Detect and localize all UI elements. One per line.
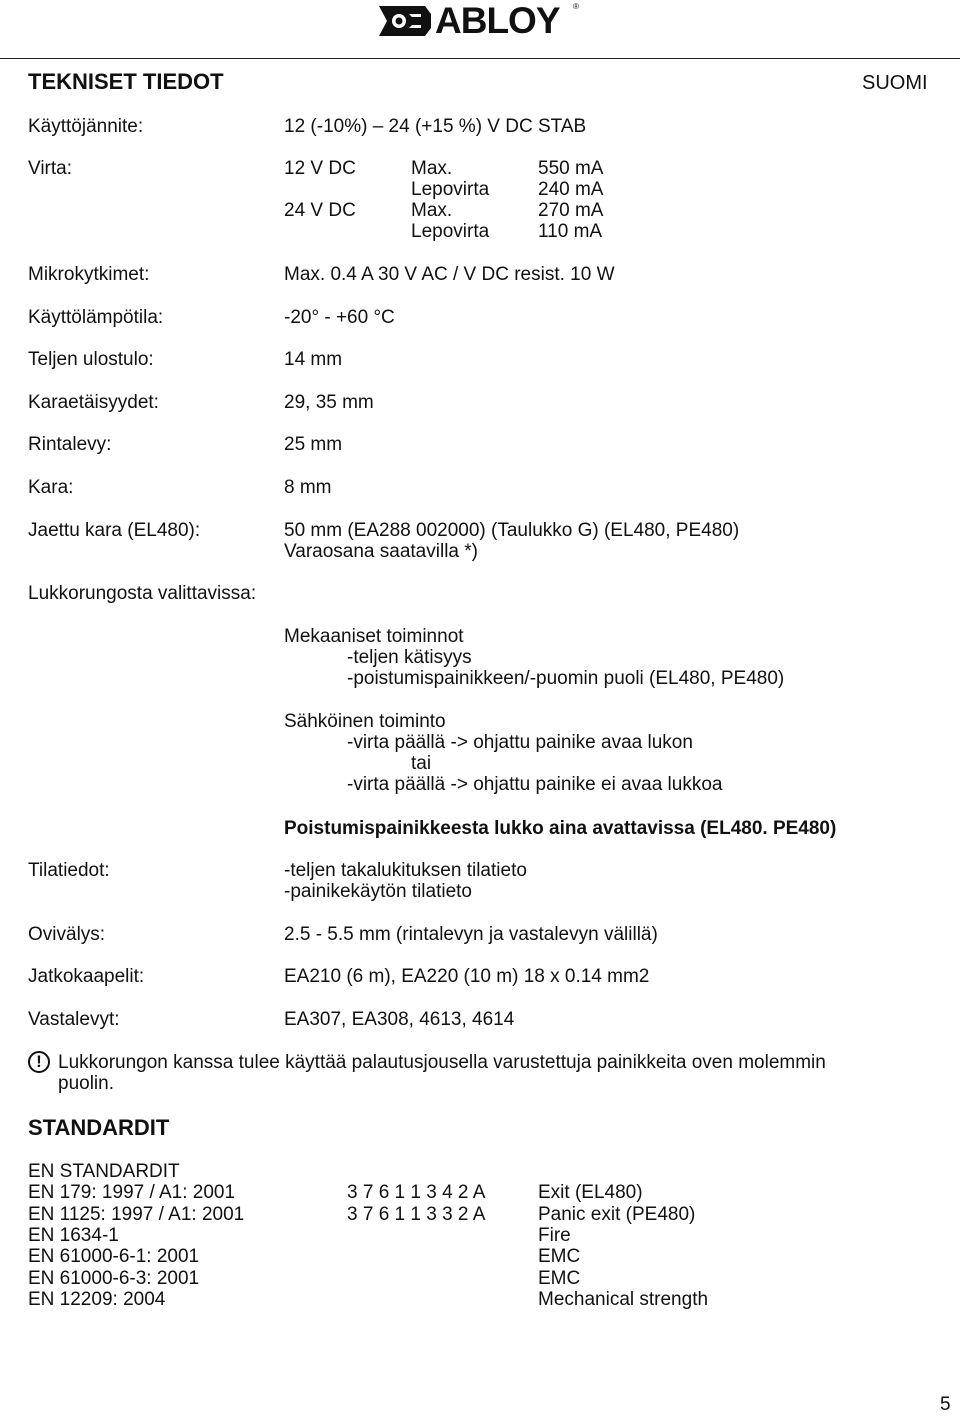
backset-value: 29, 35 mm bbox=[284, 392, 374, 413]
standard-code: 3 7 6 1 1 3 3 2 A bbox=[347, 1204, 486, 1225]
standards-title: STANDARDIT bbox=[28, 1115, 170, 1140]
standard-desc: Fire bbox=[538, 1225, 571, 1246]
selectable-label: Lukkorungosta valittavissa: bbox=[28, 583, 257, 604]
electrical-item: -virta päällä -> ohjattu painike avaa lukon bbox=[347, 732, 693, 753]
page-number: 5 bbox=[940, 1394, 951, 1415]
microswitches-label: Mikrokytkimet: bbox=[28, 264, 150, 285]
temperature-value: -20° - +60 °C bbox=[284, 307, 395, 328]
status-label: Tilatiedot: bbox=[28, 860, 110, 881]
electrical-item: -virta päällä -> ohjattu painike ei avaa lukkoa bbox=[347, 774, 723, 795]
warning-text: Lukkorungon kanssa tulee käyttää palautusjousella varustettuja painikkeita oven molemmin bbox=[58, 1052, 826, 1073]
language-label: SUOMI bbox=[862, 72, 928, 94]
standard-name: EN 61000-6-1: 2001 bbox=[28, 1246, 200, 1267]
backset-label: Karaetäisyydet: bbox=[28, 392, 159, 413]
standard-name: EN 1634-1 bbox=[28, 1225, 119, 1246]
bolt-projection-label: Teljen ulostulo: bbox=[28, 349, 154, 370]
faceplate-value: 25 mm bbox=[284, 434, 343, 455]
current-label: Virta: bbox=[28, 158, 73, 179]
current-voltage: 12 V DC bbox=[284, 158, 356, 179]
status-line: -painikekäytön tilatieto bbox=[284, 881, 472, 902]
strike-plates-value: EA307, EA308, 4613, 4614 bbox=[284, 1009, 515, 1030]
voltage-label: Käyttöjännite: bbox=[28, 116, 144, 137]
exclamation-circle-icon: ! bbox=[28, 1051, 50, 1073]
status-line: -teljen takalukituksen tilatieto bbox=[284, 860, 527, 881]
mechanical-item: -poistumispainikkeen/-puomin puoli (EL480, PE480) bbox=[347, 668, 785, 689]
abloy-logo bbox=[377, 2, 582, 40]
mechanical-title: Mekaaniset toiminnot bbox=[284, 626, 464, 647]
standard-name: EN 12209: 2004 bbox=[28, 1289, 166, 1310]
microswitches-value: Max. 0.4 A 30 V AC / V DC resist. 10 W bbox=[284, 264, 615, 285]
cables-label: Jatkokaapelit: bbox=[28, 966, 145, 987]
standard-desc: EMC bbox=[538, 1246, 581, 1267]
split-spindle-note: Varaosana saatavilla *) bbox=[284, 541, 478, 562]
warning-text-continued: puolin. bbox=[58, 1073, 114, 1094]
strike-plates-label: Vastalevyt: bbox=[28, 1009, 120, 1030]
header-divider bbox=[0, 58, 960, 59]
faceplate-label: Rintalevy: bbox=[28, 434, 112, 455]
door-gap-label: Ovivälys: bbox=[28, 924, 106, 945]
bolt-projection-value: 14 mm bbox=[284, 349, 343, 370]
standard-name: EN 61000-6-3: 2001 bbox=[28, 1268, 200, 1289]
spindle-label: Kara: bbox=[28, 477, 74, 498]
current-mode: Lepovirta bbox=[411, 221, 490, 242]
current-value: 550 mA bbox=[538, 158, 604, 179]
page-title: TEKNISET TIEDOT bbox=[28, 69, 224, 94]
standard-desc: Exit (EL480) bbox=[538, 1182, 643, 1203]
standard-desc: Panic exit (PE480) bbox=[538, 1204, 696, 1225]
split-spindle-value: 50 mm (EA288 002000) (Taulukko G) (EL480, PE480) bbox=[284, 520, 740, 541]
mechanical-item: -teljen kätisyys bbox=[347, 647, 472, 668]
standard-name: EN 179: 1997 / A1: 2001 bbox=[28, 1182, 236, 1203]
registered-mark: ® bbox=[573, 2, 579, 11]
standard-code: 3 7 6 1 1 3 4 2 A bbox=[347, 1182, 486, 1203]
current-value: 240 mA bbox=[538, 179, 604, 200]
exit-button-note: Poistumispainikkeesta lukko aina avattavissa (EL480. PE480) bbox=[284, 818, 837, 839]
standards-header: EN STANDARDIT bbox=[28, 1161, 180, 1182]
voltage-value: 12 (-10%) – 24 (+15 %) V DC STAB bbox=[284, 116, 587, 137]
cables-value: EA210 (6 m), EA220 (10 m) 18 x 0.14 mm2 bbox=[284, 966, 650, 987]
door-gap-value: 2.5 - 5.5 mm (rintalevyn ja vastalevyn välillä) bbox=[284, 924, 658, 945]
electrical-title: Sähköinen toiminto bbox=[284, 711, 446, 732]
current-voltage: 24 V DC bbox=[284, 200, 356, 221]
current-mode: Lepovirta bbox=[411, 179, 490, 200]
current-mode: Max. bbox=[411, 158, 453, 179]
current-mode: Max. bbox=[411, 200, 453, 221]
spindle-value: 8 mm bbox=[284, 477, 332, 498]
temperature-label: Käyttölämpötila: bbox=[28, 307, 164, 328]
split-spindle-label: Jaettu kara (EL480): bbox=[28, 520, 201, 541]
standard-name: EN 1125: 1997 / A1: 2001 bbox=[28, 1204, 245, 1225]
current-value: 110 mA bbox=[538, 221, 603, 242]
logo-wordmark: ABLOY bbox=[435, 0, 560, 41]
current-value: 270 mA bbox=[538, 200, 604, 221]
standard-desc: EMC bbox=[538, 1268, 581, 1289]
abloy-key-icon bbox=[377, 2, 433, 40]
standard-desc: Mechanical strength bbox=[538, 1289, 709, 1310]
electrical-or: tai bbox=[411, 753, 432, 774]
